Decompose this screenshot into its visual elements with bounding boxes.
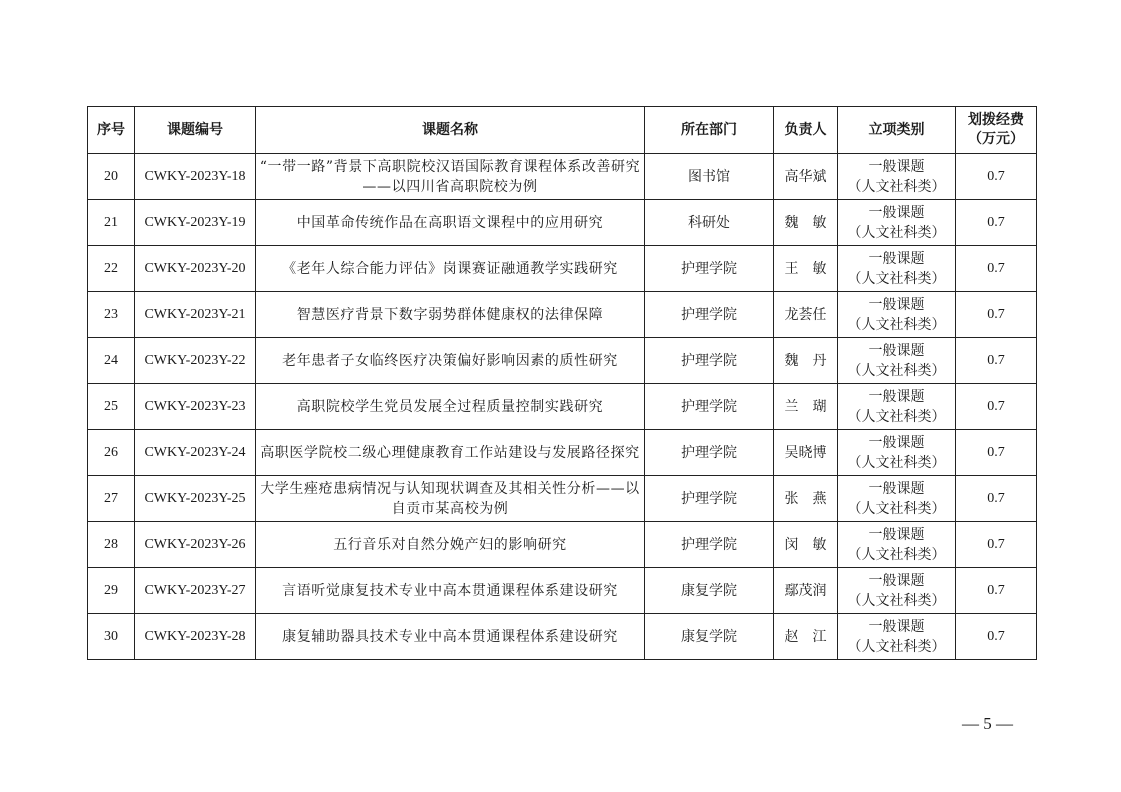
- cell-lead: 兰 瑚: [774, 384, 838, 430]
- category-line-1: 一般课题: [868, 158, 925, 175]
- cell-title: 大学生痤疮患病情况与认知现状调查及其相关性分析——以自贡市某高校为例: [256, 476, 645, 522]
- cell-code: CWKY-2023Y-24: [135, 430, 256, 476]
- category-line-1: 一般课题: [868, 296, 925, 313]
- category-line-1: 一般课题: [868, 388, 925, 405]
- cell-category: [838, 522, 956, 568]
- category-line-1: 一般课题: [868, 204, 925, 221]
- cell-dept: 护理学院: [645, 292, 774, 338]
- cell-fund: 0.7: [956, 384, 1037, 430]
- cell-category: [838, 430, 956, 476]
- header-fund-line1: 划拨经费: [968, 112, 1024, 128]
- cell-code: CWKY-2023Y-25: [135, 476, 256, 522]
- cell-category: [838, 200, 956, 246]
- table-row: [88, 568, 1037, 614]
- cell-lead: 赵 江: [774, 614, 838, 660]
- cell-lead: 张 燕: [774, 476, 838, 522]
- category-line-1: 一般课题: [868, 250, 925, 267]
- category-line-2: （人文社科类）: [847, 316, 946, 333]
- cell-title: 高职医学院校二级心理健康教育工作站建设与发展路径探究: [256, 430, 645, 476]
- header-code: 课题编号: [135, 107, 256, 154]
- cell-dept: 康复学院: [645, 614, 774, 660]
- cell-category: [838, 338, 956, 384]
- category-line-1: 一般课题: [868, 618, 925, 635]
- cell-index: 26: [88, 430, 135, 476]
- cell-fund: 0.7: [956, 614, 1037, 660]
- table-row: [88, 522, 1037, 568]
- cell-lead: 闵 敏: [774, 522, 838, 568]
- cell-code: CWKY-2023Y-23: [135, 384, 256, 430]
- category-line-2: （人文社科类）: [847, 270, 946, 287]
- cell-lead: 龙荟任: [774, 292, 838, 338]
- cell-fund: 0.7: [956, 246, 1037, 292]
- cell-title: 中国革命传统作品在高职语文课程中的应用研究: [256, 200, 645, 246]
- category-line-2: （人文社科类）: [847, 454, 946, 471]
- cell-index: 29: [88, 568, 135, 614]
- cell-code: CWKY-2023Y-21: [135, 292, 256, 338]
- category-line-2: （人文社科类）: [847, 638, 946, 655]
- cell-category: [838, 246, 956, 292]
- header-dept: 所在部门: [645, 107, 774, 154]
- cell-dept: 护理学院: [645, 476, 774, 522]
- table-row: [88, 476, 1037, 522]
- cell-dept: 护理学院: [645, 430, 774, 476]
- cell-category: [838, 614, 956, 660]
- category-line-2: （人文社科类）: [847, 362, 946, 379]
- cell-index: 25: [88, 384, 135, 430]
- cell-dept: 科研处: [645, 200, 774, 246]
- cell-category: [838, 292, 956, 338]
- table-row: [88, 430, 1037, 476]
- category-line-1: 一般课题: [868, 526, 925, 543]
- cell-title: 高职院校学生党员发展全过程质量控制实践研究: [256, 384, 645, 430]
- cell-category: [838, 154, 956, 200]
- header-lead: 负责人: [774, 107, 838, 154]
- cell-index: 28: [88, 522, 135, 568]
- header-fund-line2: （万元）: [968, 131, 1024, 147]
- cell-category: [838, 568, 956, 614]
- cell-lead: 高华斌: [774, 154, 838, 200]
- cell-dept: 护理学院: [645, 522, 774, 568]
- cell-code: CWKY-2023Y-22: [135, 338, 256, 384]
- cell-code: CWKY-2023Y-28: [135, 614, 256, 660]
- cell-fund: 0.7: [956, 200, 1037, 246]
- table-header-row: [88, 107, 1037, 154]
- category-line-2: （人文社科类）: [847, 546, 946, 563]
- cell-lead: 魏 敏: [774, 200, 838, 246]
- cell-title: 五行音乐对自然分娩产妇的影响研究: [256, 522, 645, 568]
- cell-fund: 0.7: [956, 154, 1037, 200]
- cell-fund: 0.7: [956, 476, 1037, 522]
- header-category: 立项类别: [838, 107, 956, 154]
- cell-fund: 0.7: [956, 292, 1037, 338]
- cell-index: 23: [88, 292, 135, 338]
- category-line-2: （人文社科类）: [847, 408, 946, 425]
- cell-title: 《老年人综合能力评估》岗课赛证融通教学实践研究: [256, 246, 645, 292]
- cell-lead: 王 敏: [774, 246, 838, 292]
- cell-title: 康复辅助器具技术专业中高本贯通课程体系建设研究: [256, 614, 645, 660]
- cell-index: 27: [88, 476, 135, 522]
- category-line-2: （人文社科类）: [847, 500, 946, 517]
- category-line-1: 一般课题: [868, 572, 925, 589]
- cell-index: 22: [88, 246, 135, 292]
- cell-fund: 0.7: [956, 430, 1037, 476]
- cell-fund: 0.7: [956, 338, 1037, 384]
- cell-index: 20: [88, 154, 135, 200]
- cell-fund: 0.7: [956, 522, 1037, 568]
- cell-dept: 护理学院: [645, 384, 774, 430]
- cell-fund: 0.7: [956, 568, 1037, 614]
- cell-lead: 吴晓博: [774, 430, 838, 476]
- category-line-2: （人文社科类）: [847, 178, 946, 195]
- table-row: [88, 154, 1037, 200]
- table-row: [88, 200, 1037, 246]
- cell-title: 老年患者子女临终医疗决策偏好影响因素的质性研究: [256, 338, 645, 384]
- category-line-2: （人文社科类）: [847, 592, 946, 609]
- cell-title: 言语听觉康复技术专业中高本贯通课程体系建设研究: [256, 568, 645, 614]
- category-line-1: 一般课题: [868, 342, 925, 359]
- header-index: 序号: [88, 107, 135, 154]
- cell-lead: 魏 丹: [774, 338, 838, 384]
- project-table: [87, 106, 1037, 660]
- page-number: — 5 —: [962, 714, 1013, 733]
- table-row: [88, 246, 1037, 292]
- cell-code: CWKY-2023Y-20: [135, 246, 256, 292]
- cell-code: CWKY-2023Y-19: [135, 200, 256, 246]
- category-line-1: 一般课题: [868, 480, 925, 497]
- cell-dept: 康复学院: [645, 568, 774, 614]
- table-row: [88, 292, 1037, 338]
- category-line-2: （人文社科类）: [847, 224, 946, 241]
- cell-index: 24: [88, 338, 135, 384]
- table-row: [88, 338, 1037, 384]
- header-fund: [956, 107, 1037, 154]
- cell-title: “一带一路”背景下高职院校汉语国际教育课程体系改善研究——以四川省高职院校为例: [256, 154, 645, 200]
- cell-category: [838, 476, 956, 522]
- cell-index: 30: [88, 614, 135, 660]
- cell-dept: 图书馆: [645, 154, 774, 200]
- cell-title: 智慧医疗背景下数字弱势群体健康权的法律保障: [256, 292, 645, 338]
- cell-dept: 护理学院: [645, 338, 774, 384]
- header-title: 课题名称: [256, 107, 645, 154]
- table-row: [88, 384, 1037, 430]
- cell-index: 21: [88, 200, 135, 246]
- table-row: [88, 614, 1037, 660]
- category-line-1: 一般课题: [868, 434, 925, 451]
- cell-code: CWKY-2023Y-18: [135, 154, 256, 200]
- cell-dept: 护理学院: [645, 246, 774, 292]
- cell-code: CWKY-2023Y-26: [135, 522, 256, 568]
- cell-lead: 鄢茂润: [774, 568, 838, 614]
- cell-category: [838, 384, 956, 430]
- cell-code: CWKY-2023Y-27: [135, 568, 256, 614]
